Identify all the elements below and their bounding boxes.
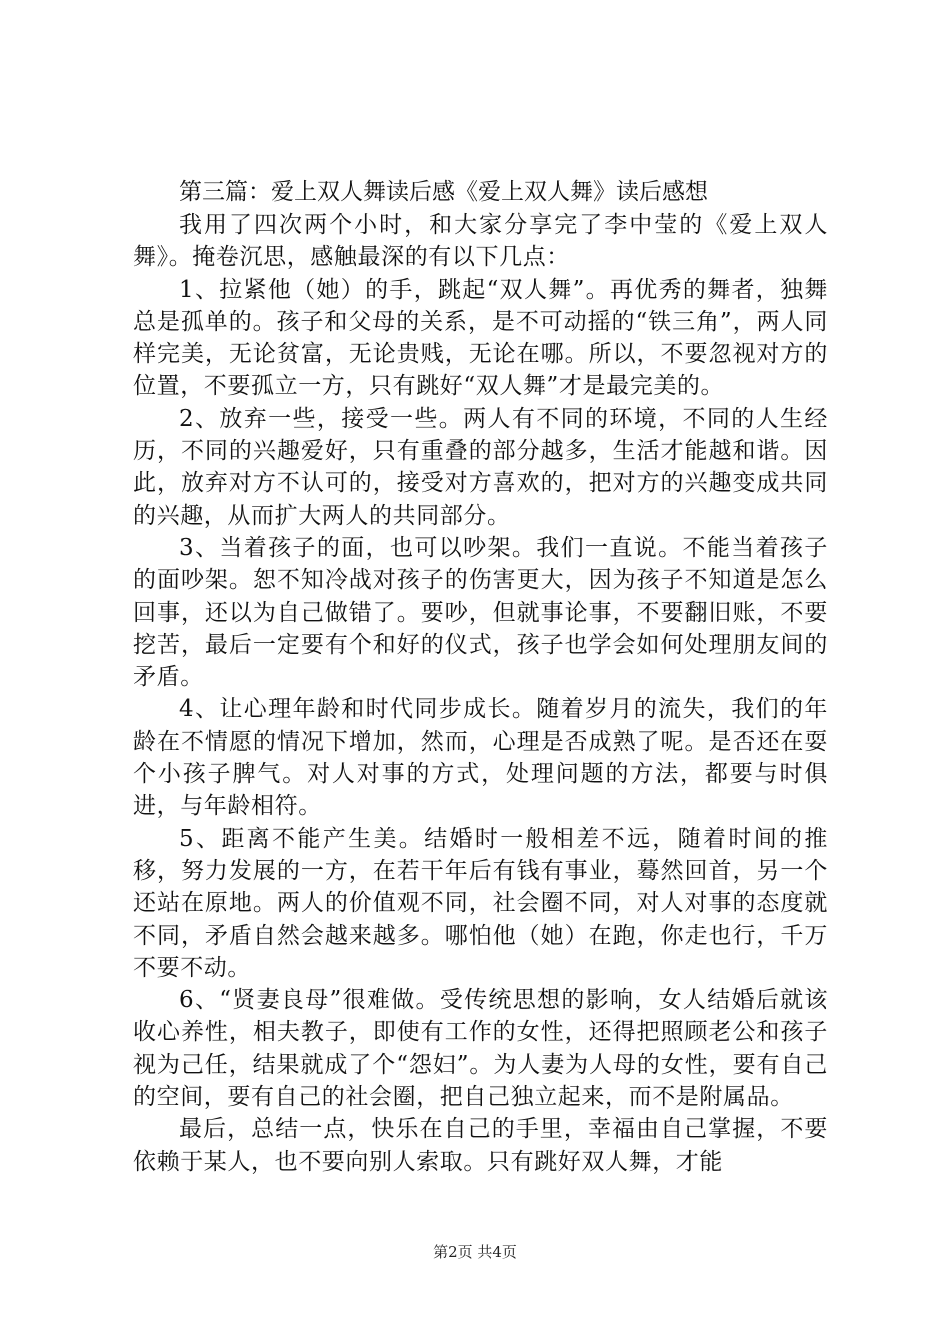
- paragraph-point-1: 1、拉紧他（她）的手，跳起“双人舞”。再优秀的舞者，独舞总是孤单的。孩子和父母的关系，是不可动摇的“铁三角”，两人同样完美，无论贫富，无论贵贱，无论在哪。所以，不要忽视对方的位置，不要孤立一方，只有跳好“双人舞”才是最完美的。: [133, 276, 828, 400]
- document-body: [133, 176, 828, 1178]
- paragraph-point-6: 6、“贤妻良母”很难做。受传统思想的影响，女人结婚后就该收心养性，相夫教子，即使有工作的女性，还得把照顾老公和孩子视为己任，结果就成了个“怨妇”。为人妻为人母的女性，要有自己的空间，要有自己的社会圈，把自己独立起来，而不是附属品。: [133, 987, 828, 1111]
- document-title: 第三篇：爱上双人舞读后感《爱上双人舞》读后感想: [179, 179, 708, 205]
- paragraph-point-3: 3、当着孩子的面，也可以吵架。我们一直说。不能当着孩子的面吵架。恕不知冷战对孩子的伤害更大，因为孩子不知道是怎么回事，还以为自己做错了。要吵，但就事论事，不要翻旧账，不要挖苦，最后一定要有个和好的仪式，孩子也学会如何处理朋友间的矛盾。: [133, 534, 828, 691]
- page-number-footer: 第2页 共4页: [433, 1243, 517, 1261]
- paragraph-conclusion: 最后，总结一点，快乐在自己的手里，幸福由自己掌握，不要依赖于某人，也不要向别人索取。只有跳好双人舞，才能: [133, 1116, 828, 1175]
- paragraph-intro: 我用了四次两个小时，和大家分享完了李中莹的《爱上双人舞》。掩卷沉思，感触最深的有以下几点：: [133, 212, 828, 271]
- paragraph-point-4: 4、让心理年龄和时代同步成长。随着岁月的流失，我们的年龄在不情愿的情况下增加，然而，心理是否成熟了呢。是否还在耍个小孩子脾气。对人对事的方式，处理问题的方法，都要与时俱进，与年龄相符。: [133, 696, 828, 820]
- paragraph-point-5: 5、距离不能产生美。结婚时一般相差不远，随着时间的推移，努力发展的一方，在若干年后有钱有事业，蓦然回首，另一个还站在原地。两人的价值观不同，社会圈不同，对人对事的态度就不同，矛盾自然会越来越多。哪怕他（她）在跑，你走也行，千万不要不动。: [133, 825, 828, 981]
- paragraph-point-2: 2、放弃一些，接受一些。两人有不同的环境，不同的人生经历，不同的兴趣爱好，只有重叠的部分越多，生活才能越和谐。因此，放弃对方不认可的，接受对方喜欢的，把对方的兴趣变成共同的兴趣，从而扩大两人的共同部分。: [133, 405, 828, 529]
